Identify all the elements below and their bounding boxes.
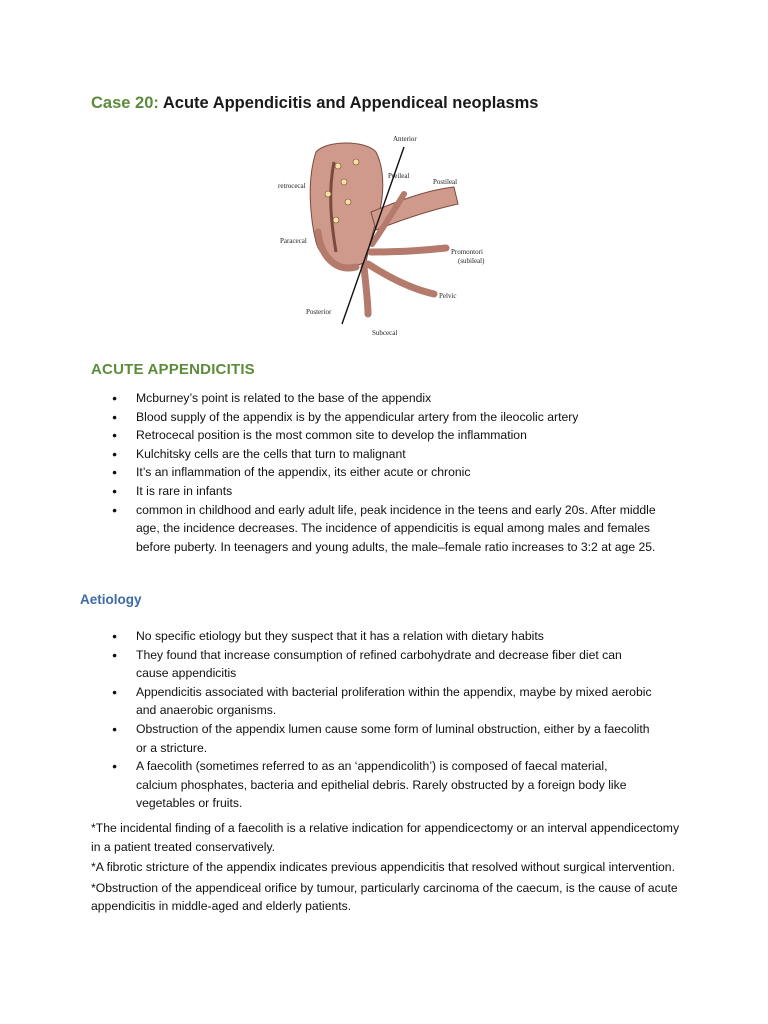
label-subileal: (subileal) bbox=[458, 257, 485, 265]
label-anterior: Anterior bbox=[393, 135, 417, 143]
label-retrocecal: retrocecal bbox=[278, 182, 306, 190]
case-title: Acute Appendicitis and Appendiceal neoplasms bbox=[162, 94, 539, 112]
list-item: ● They found that increase consumption of refined carbohydrate and decrease fiber diet can cause appendicitis bbox=[112, 646, 652, 683]
label-paracecal: Paracecal bbox=[280, 237, 307, 245]
label-posterior: Posterior bbox=[306, 308, 332, 316]
list-item: ● Blood supply of the appendix is by the appendicular artery from the ileocolic artery bbox=[112, 408, 672, 427]
label-pelvic: Pelvic bbox=[439, 292, 457, 300]
list-item: ● common in childhood and early adult life, peak incidence in the teens and early 20s. After middle age, the incidence decreases. The incidence of appendicitis is equal among males and females before puberty. In teenagers and young adults, the male–female ratio increases to 3:2 at age 25. bbox=[112, 501, 672, 557]
list-item: ● It’s an inflammation of the appendix, its either acute or chronic bbox=[112, 463, 672, 482]
label-preileal: Preileal bbox=[388, 172, 410, 180]
notes-block bbox=[91, 819, 691, 918]
note-paragraph: *The incidental finding of a faecolith is a relative indication for appendicectomy or an interval appendicectomy in a patient treated conservatively. bbox=[91, 821, 680, 854]
list-item: ● No specific etiology but they suspect that it has a relation with dietary habits bbox=[112, 627, 652, 646]
page-title bbox=[91, 94, 538, 113]
list-item: ● Retrocecal position is the most common site to develop the inflammation bbox=[112, 426, 672, 445]
list-item: ● It is rare in infants bbox=[112, 482, 672, 501]
promontori-appendix-shape bbox=[371, 248, 446, 252]
pelvic-appendix-shape bbox=[368, 264, 434, 294]
list-item: ● Mcburney’s point is related to the base of the appendix bbox=[112, 389, 672, 408]
section-heading-acute-appendicitis: ACUTE APPENDICITIS bbox=[91, 361, 255, 378]
subcecal-appendix-shape bbox=[364, 267, 368, 314]
note-paragraph: *A fibrotic stricture of the appendix indicates previous appendicitis that resolved without surgical intervention. bbox=[91, 860, 675, 875]
note-paragraph: *Obstruction of the appendiceal orifice by tumour, particularly carcinoma of the caecum, is the cause of acute appendicitis in middle-aged and elderly patients. bbox=[91, 880, 678, 914]
list-item: ● Appendicitis associated with bacterial proliferation within the appendix, maybe by mixed aerobic and anaerobic organisms. bbox=[112, 683, 652, 720]
list-item: ● Kulchitsky cells are the cells that turn to malignant bbox=[112, 445, 672, 464]
section-heading-aetiology: Aetiology bbox=[80, 592, 142, 607]
appendix-positions-figure bbox=[276, 132, 496, 342]
acute-appendicitis-list bbox=[112, 389, 672, 556]
aetiology-list bbox=[112, 627, 652, 813]
label-promontori: Promontori bbox=[451, 248, 483, 256]
appendix-diagram bbox=[276, 132, 496, 342]
list-item: ● Obstruction of the appendix lumen cause some form of luminal obstruction, either by a faecolith or a stricture. bbox=[112, 720, 652, 757]
label-postileal: Postileal bbox=[433, 178, 458, 186]
list-item: ● A faecolith (sometimes referred to as an ‘appendicolith’) is composed of faecal material, calcium phosphates, bacteria and epithelial debris. Rarely obstructed by a foreign body like vegetables or fruits. bbox=[112, 757, 652, 813]
case-label: Case 20: bbox=[91, 94, 159, 112]
label-subcecal: Subcecal bbox=[372, 329, 398, 337]
